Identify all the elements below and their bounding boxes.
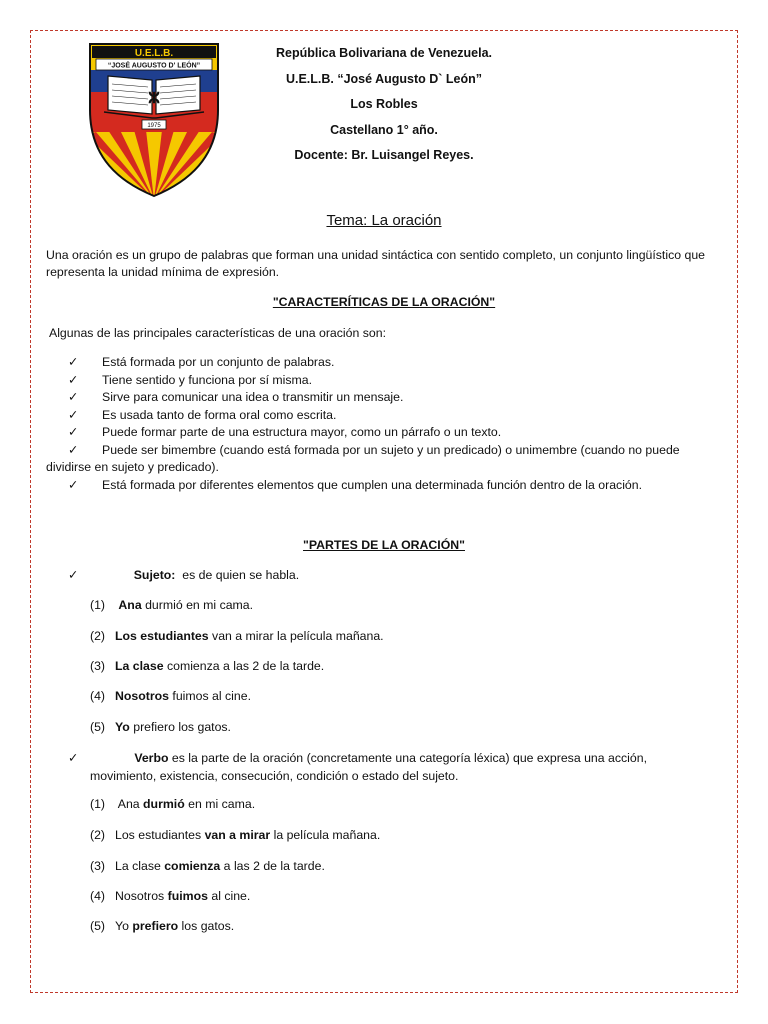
checkmark-icon: ✓ xyxy=(68,355,79,369)
checkmark-icon: ✓ xyxy=(68,372,79,387)
checkmark-icon: ✓ xyxy=(68,425,79,439)
verb-text-cont: movimiento, existencia, consecución, condición o estado del sujeto. xyxy=(90,769,459,783)
list-item: ✓ Sirve para comunicar una idea o transmitir un mensaje. xyxy=(68,389,718,407)
crest-year: 1975 xyxy=(147,123,161,129)
verb-text: es la parte de la oración (concretamente una categoría léxica) que expresa una acción, xyxy=(168,751,647,765)
verb-term: Verbo xyxy=(134,751,169,765)
verb-definition xyxy=(68,749,718,785)
crest-name-label: “JOSÉ AUGUSTO D' LEÓN” xyxy=(107,62,201,70)
svg-text:ⵣ: ⵣ xyxy=(148,89,160,107)
checkmark-icon: ✓ xyxy=(68,407,79,422)
page-title: Tema: La oración xyxy=(326,212,442,229)
header-line-school: U.E.L.B. “José Augusto D` León” xyxy=(285,71,483,86)
verb-example: (3) La clase comienza a las 2 de la tarde. xyxy=(90,859,325,873)
checkmark-icon: ✓ xyxy=(68,442,79,457)
header-line-course: Castellano 1° año. xyxy=(330,122,438,137)
checkmark-icon: ✓ xyxy=(68,751,79,765)
subject-example: (1) Ana durmió en mi cama. xyxy=(90,598,254,612)
checkmark-icon: ✓ xyxy=(68,390,79,404)
header-line-location: Los Robles xyxy=(350,97,418,111)
list-item: ✓ Está formada por un conjunto de palabras. xyxy=(68,354,718,372)
subject-text: es de quien se habla. xyxy=(182,568,300,582)
verb-example: (2) Los estudiantes van a mirar la película mañana. xyxy=(90,828,381,842)
list-item: ✓ Puede ser bimembre (cuando está formada por un sujeto y un predicado) o unimembre (cuando no puede dividirse en sujeto y predicado). xyxy=(46,442,680,474)
verb-example: (4) Nosotros fuimos al cine. xyxy=(90,889,251,903)
subject-example: (5) Yo prefiero los gatos. xyxy=(90,720,231,734)
subject-example: (4) Nosotros fuimos al cine. xyxy=(90,689,251,703)
header-line-country: República Bolivariana de Venezuela. xyxy=(275,46,493,60)
crest-school-label: U.E.L.B. xyxy=(134,48,174,59)
list-item: ✓ Está formada por diferentes elementos que cumplen una determinada función dentro de la oración. xyxy=(68,477,718,495)
intro-paragraph: Una oración es un grupo de palabras que forman una unidad sintáctica con sentido completo, un conjunto lingüístico que representa la unidad mínima de expresión. xyxy=(46,248,706,279)
subject-term: Sujeto: xyxy=(133,568,176,582)
school-crest xyxy=(86,40,222,198)
characteristics-heading: "CARACTERÍTICAS DE LA ORACIÓN" xyxy=(272,295,496,309)
characteristics-lead: Algunas de las principales características de una oración son: xyxy=(49,326,386,340)
checkmark-icon: ✓ xyxy=(68,568,79,582)
list-item: ✓ Tiene sentido y funciona por sí misma. xyxy=(68,372,718,390)
subject-example: (3) La clase comienza a las 2 de la tarde. xyxy=(90,659,325,673)
verb-example: (1) Ana durmió en mi cama. xyxy=(90,797,256,811)
list-item: ✓ Es usada tanto de forma oral como escrita. xyxy=(68,407,718,425)
checkmark-icon: ✓ xyxy=(68,477,79,492)
subject-example: (2) Los estudiantes van a mirar la película mañana. xyxy=(90,629,384,643)
list-item: ✓ Puede formar parte de una estructura mayor, como un párrafo o un texto. xyxy=(68,424,718,442)
header-line-teacher: Docente: Br. Luisangel Reyes. xyxy=(294,148,474,162)
subject-definition xyxy=(68,568,299,582)
characteristics-list xyxy=(46,354,718,494)
school-header xyxy=(250,44,518,172)
verb-example: (5) Yo prefiero los gatos. xyxy=(90,919,235,933)
parts-heading: "PARTES DE LA ORACIÓN" xyxy=(303,538,465,552)
